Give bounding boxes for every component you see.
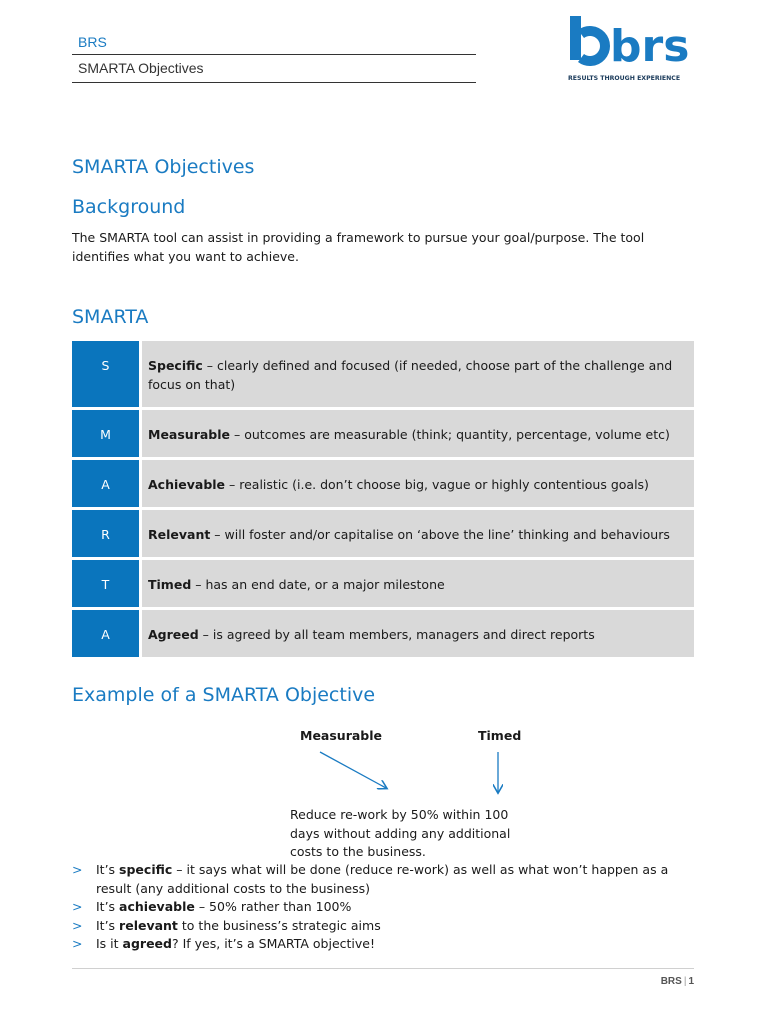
smarta-desc-text: – clearly defined and focused (if needed, choose part of the challenge and focus on that) <box>148 358 673 392</box>
bullet-marker-icon: > <box>72 936 83 951</box>
smarta-desc-text: – outcomes are measurable (think; quantity, percentage, volume etc) <box>230 427 670 442</box>
smarta-letter: S <box>72 341 142 407</box>
bullet-text-pre: It’s <box>96 862 120 877</box>
smarta-letter: R <box>72 510 142 557</box>
example-bullet-list <box>72 861 694 954</box>
bullet-text-post: – 50% rather than 100% <box>194 899 352 914</box>
footer-brand: BRS <box>660 976 682 987</box>
example-diagram <box>72 716 694 861</box>
smarta-letter: A <box>72 610 142 657</box>
arrow-measurable <box>320 752 386 788</box>
bullet-marker-icon: > <box>72 899 83 914</box>
list-item <box>72 861 694 898</box>
bullet-text-post: ? If yes, it’s a SMARTA objective! <box>171 936 375 951</box>
table-row <box>72 410 694 457</box>
bullet-text-pre: Is it <box>96 936 123 951</box>
header-doc-title: SMARTA Objectives <box>72 55 476 83</box>
smarta-desc-text: – will foster and/or capitalise on ‘above the line’ thinking and behaviours <box>210 527 670 542</box>
smarta-desc-text: – is agreed by all team members, managers and direct reports <box>198 627 595 642</box>
table-row <box>72 560 694 607</box>
smarta-term: Achievable <box>148 477 226 492</box>
smarta-term: Measurable <box>148 427 231 442</box>
background-text: The SMARTA tool can assist in providing a framework to pursue your goal/purpose. The tool identifies what you want to achieve. <box>72 230 645 264</box>
label-timed: Timed <box>478 728 522 743</box>
footer-page-label <box>661 976 694 987</box>
document-title: SMARTA Objectives <box>72 156 255 178</box>
footer-separator: | <box>683 976 687 987</box>
bullet-marker-icon: > <box>72 862 83 877</box>
smarta-letter: M <box>72 410 142 457</box>
page-number: 1 <box>688 976 694 987</box>
bullet-marker-icon: > <box>72 917 83 933</box>
bullet-text-bold: agreed <box>122 936 172 951</box>
label-measurable: Measurable <box>300 728 383 743</box>
smarta-description <box>142 460 694 507</box>
example-heading: Example of a SMARTA Objective <box>72 684 376 706</box>
table-row <box>72 510 694 557</box>
logo-text: brs <box>610 21 690 72</box>
smarta-table <box>72 338 694 660</box>
list-item <box>72 898 694 917</box>
bullet-text-post: to the business’s strategic aims <box>177 917 381 933</box>
table-row <box>72 341 694 407</box>
brs-logo <box>560 12 700 90</box>
smarta-term: Agreed <box>148 627 199 642</box>
smarta-heading: SMARTA <box>72 306 149 328</box>
smarta-letter: A <box>72 460 142 507</box>
smarta-description <box>142 510 694 557</box>
document-body <box>72 156 694 954</box>
example-objective-text: Reduce re-work by 50% within 100 days without adding any additional costs to the business. <box>290 807 511 859</box>
smarta-desc-text: – has an end date, or a major milestone <box>191 577 445 592</box>
smarta-description <box>142 341 694 407</box>
header-brand: BRS <box>72 30 476 55</box>
table-row <box>72 610 694 657</box>
page-header <box>72 30 476 83</box>
background-heading: Background <box>72 196 186 218</box>
list-item <box>72 935 694 954</box>
smarta-description <box>142 610 694 657</box>
table-row <box>72 460 694 507</box>
bullet-text-pre: It’s <box>96 917 120 933</box>
bullet-text-bold: specific <box>119 862 173 877</box>
smarta-term: Relevant <box>148 527 211 542</box>
list-item <box>72 917 694 936</box>
smarta-term: Specific <box>148 358 203 373</box>
smarta-description <box>142 410 694 457</box>
smarta-term: Timed <box>148 577 192 592</box>
smarta-description <box>142 560 694 607</box>
smarta-letter: T <box>72 560 142 607</box>
bullet-text-post: – it says what will be done (reduce re-work) as well as what won’t happen as a result (any additional costs to the business) <box>96 862 669 896</box>
bullet-text-bold: achievable <box>119 899 195 914</box>
brs-logo-mark <box>560 12 700 90</box>
bullet-text-pre: It’s <box>96 899 120 914</box>
bullet-text-bold: relevant <box>119 917 178 933</box>
smarta-desc-text: – realistic (i.e. don’t choose big, vague or highly contentious goals) <box>225 477 649 492</box>
logo-tagline: RESULTS THROUGH EXPERIENCE <box>568 75 681 82</box>
page-footer <box>72 968 694 987</box>
